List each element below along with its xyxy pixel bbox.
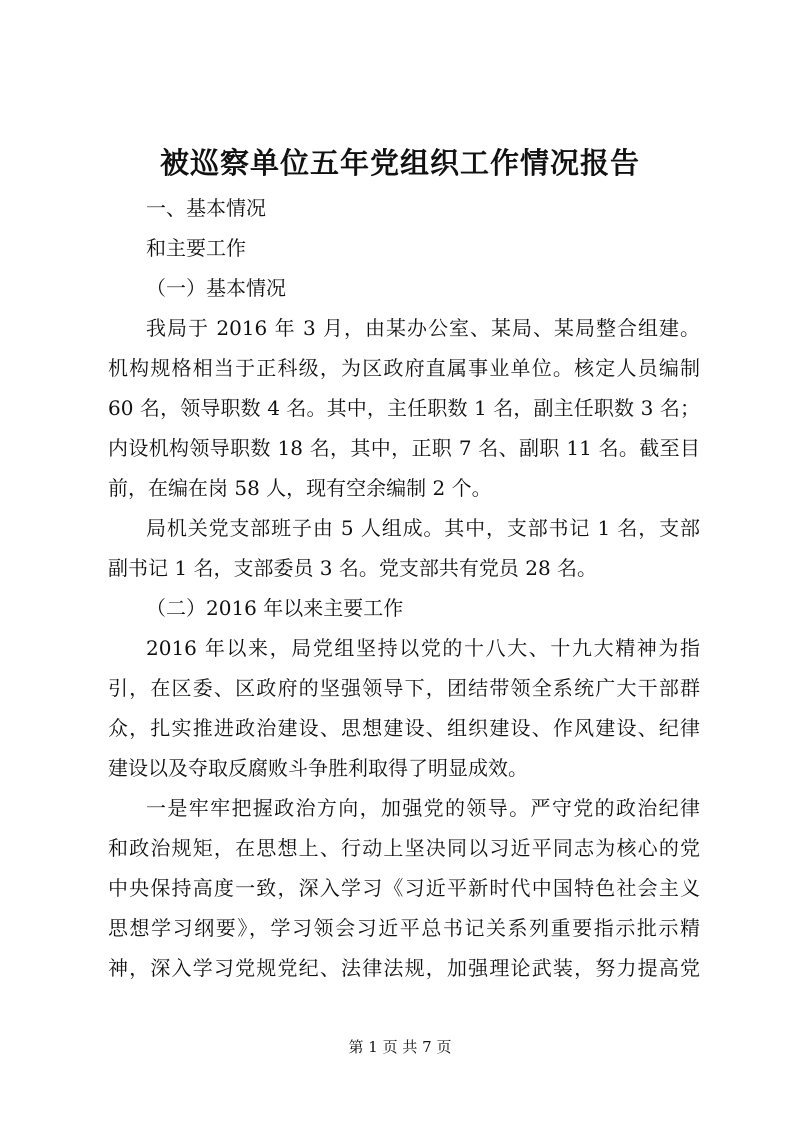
body-line: （一）基本情况 xyxy=(146,276,286,300)
body-line: 中央保持高度一致，深入学习《习近平新时代中国特色社会主义 xyxy=(108,876,700,900)
body-line: 前，在编在岗 58 人，现有空余编制 2 个。 xyxy=(108,476,492,500)
body-line: 建设以及夺取反腐败斗争胜利取得了明显成效。 xyxy=(108,756,528,780)
body-line: 思想学习纲要》，学习领会习近平总书记关系列重要指示批示精 xyxy=(108,916,700,940)
page-footer: 第 1 页 共 7 页 xyxy=(348,1038,452,1056)
body-line: 机构规格相当于正科级，为区政府直属事业单位。核定人员编制 xyxy=(108,356,700,380)
body-line: 副书记 1 名，支部委员 3 名。党支部共有党员 28 名。 xyxy=(108,556,598,580)
document-body xyxy=(108,188,700,988)
body-line: 和政治规矩，在思想上、行动上坚决同以习近平同志为核心的党 xyxy=(108,836,700,860)
body-line: 一是牢牢把握政治方向，加强党的领导。严守党的政治纪律 xyxy=(146,796,700,820)
body-line: 众，扎实推进政治建设、思想建设、组织建设、作风建设、纪律 xyxy=(108,716,700,740)
body-line: 和主要工作 xyxy=(146,236,246,260)
body-line: （二）2016 年以来主要工作 xyxy=(146,596,404,620)
body-line: 神，深入学习党规党纪、法律法规，加强理论武装，努力提高党 xyxy=(108,956,700,980)
body-line: 60 名，领导职数 4 名。其中，主任职数 1 名，副主任职数 3 名； xyxy=(108,396,700,420)
body-line: 一、基本情况 xyxy=(146,196,266,220)
body-line: 2016 年以来，局党组坚持以党的十八大、十九大精神为指 xyxy=(146,636,700,660)
body-line: 引，在区委、区政府的坚强领导下，团结带领全系统广大干部群 xyxy=(108,676,700,700)
document-title: 被巡察单位五年党组织工作情况报告 xyxy=(159,146,640,180)
body-line: 局机关党支部班子由 5 人组成。其中，支部书记 1 名，支部 xyxy=(146,516,700,540)
body-line: 我局于 2016 年 3 月，由某办公室、某局、某局整合组建。 xyxy=(146,316,700,340)
body-line: 内设机构领导职数 18 名，其中，正职 7 名、副职 11 名。截至目 xyxy=(108,436,700,460)
